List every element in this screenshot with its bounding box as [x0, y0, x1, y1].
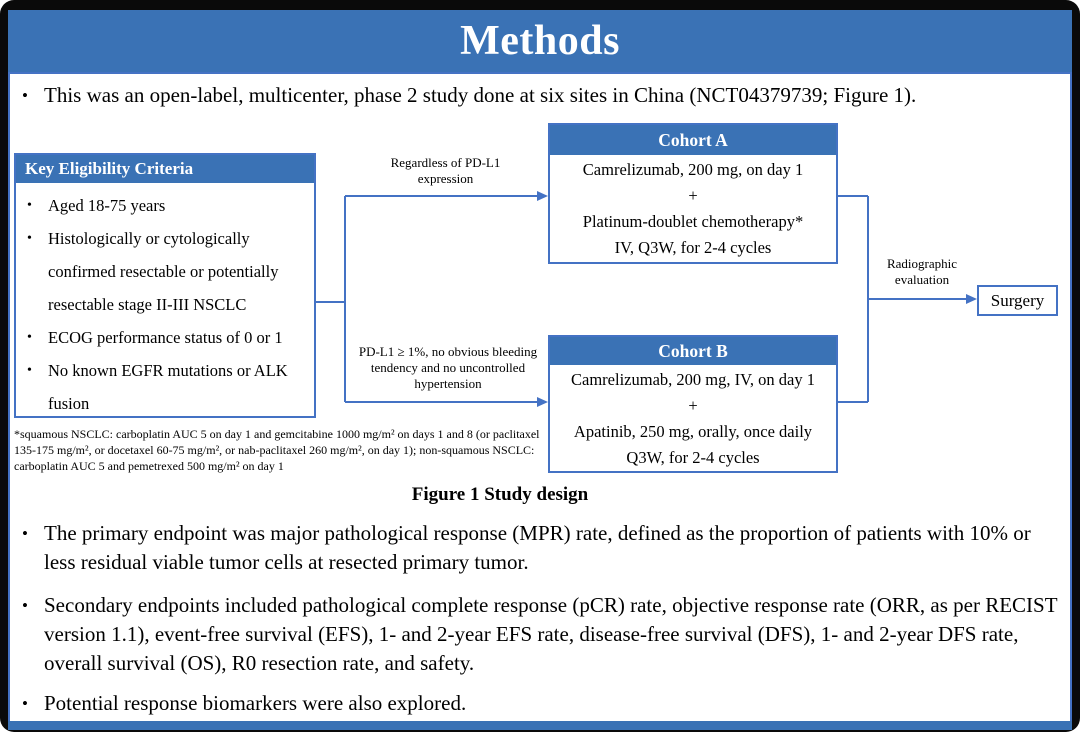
- cohort-a-line: +: [688, 186, 698, 205]
- cohort-a-box: [548, 123, 838, 264]
- figure-footnote: *squamous NSCLC: carboplatin AUC 5 on day 1 and gemcitabine 1000 mg/m² on days 1 and 8 (or paclitaxel 135-175 mg/m², or docetaxel 60-75 mg/m², or nab-paclitaxel 260 mg/m², on day 1); non-squamous NSCLC: carboplatin AUC 5 and pemetrexed 500 mg/m² on day 1: [14, 427, 540, 473]
- cohort-a-body: [550, 155, 836, 261]
- arrow-label-pdl1-positive: PD-L1 ≥ 1%, no obvious bleeding tendency and no uncontrolled hypertension: [358, 344, 538, 391]
- bullet-icon: •: [27, 363, 32, 378]
- surgery-box: Surgery: [977, 285, 1058, 316]
- figure-caption: Figure 1 Study design: [411, 484, 589, 505]
- list-item: [24, 354, 310, 420]
- bullet-icon: •: [27, 198, 32, 213]
- bullet-icon: •: [27, 330, 32, 345]
- bullet-icon: •: [22, 694, 28, 713]
- eligibility-item-text: ECOG performance status of 0 or 1: [48, 328, 283, 347]
- bullet-text: Potential response biomarkers were also explored.: [44, 691, 467, 715]
- bullet-icon: •: [22, 596, 28, 615]
- bullet-item-study-overview: [22, 81, 1056, 110]
- arrow-label-pdl1-regardless: Regardless of PD-L1 expression: [390, 155, 501, 186]
- eligibility-header: Key Eligibility Criteria: [16, 155, 314, 183]
- cohort-a-line: IV, Q3W, for 2-4 cycles: [614, 238, 772, 257]
- page-title: Methods: [460, 18, 620, 64]
- bullet-icon: •: [22, 86, 28, 105]
- bullet-text: The primary endpoint was major pathological response (MPR) rate, defined as the proportion of patients with 10% or less residual viable tumor cells at resected primary tumor.: [44, 521, 1031, 574]
- list-item: [24, 222, 310, 321]
- bullet-text: This was an open-label, multicenter, phase 2 study done at six sites in China (NCT04379739; Figure 1).: [44, 83, 917, 107]
- cohort-b-line: Camrelizumab, 200 mg, IV, on day 1: [571, 370, 815, 389]
- cohort-a-header: Cohort A: [550, 125, 836, 155]
- eligibility-box: [14, 153, 316, 418]
- bullet-item-secondary-endpoints: [22, 591, 1060, 678]
- bullet-item-primary-endpoint: [22, 519, 1060, 577]
- cohort-b-line: Q3W, for 2-4 cycles: [626, 448, 760, 467]
- cohort-b-body: [550, 365, 836, 471]
- slide-title-bar: [8, 10, 1072, 72]
- eligibility-item-text: Histologically or cytologically confirmed resectable or potentially resectable stage II-III NSCLC: [48, 229, 279, 314]
- bullet-icon: •: [27, 231, 32, 246]
- cohort-a-line: Camrelizumab, 200 mg, on day 1: [582, 160, 804, 179]
- cohort-b-line: Apatinib, 250 mg, orally, once daily: [573, 422, 813, 441]
- cohort-b-line: +: [688, 396, 698, 415]
- list-item: [24, 189, 310, 222]
- slide-footer-bar: [8, 721, 1072, 730]
- bullet-icon: •: [22, 524, 28, 543]
- eligibility-item-text: No known EGFR mutations or ALK fusion: [48, 361, 288, 413]
- bullet-item-biomarkers: [22, 689, 1056, 718]
- list-item: [24, 321, 310, 354]
- bullet-text: Secondary endpoints included pathological complete response (pCR) rate, objective response rate (ORR, as per RECIST version 1.1), event-free survival (EFS), 1- and 2-year EFS rate, disease-free survival (DFS), 1- and 2-year DFS rate, overall survival (OS), R0 resection rate, and safety.: [44, 593, 1058, 675]
- cohort-a-line: Platinum-doublet chemotherapy*: [582, 212, 804, 231]
- cohort-b-header: Cohort B: [550, 337, 836, 365]
- arrow-label-radiographic-evaluation: Radiographic evaluation: [886, 256, 958, 287]
- eligibility-item-text: Aged 18-75 years: [48, 196, 166, 215]
- eligibility-list: [16, 183, 314, 420]
- cohort-b-box: [548, 335, 838, 473]
